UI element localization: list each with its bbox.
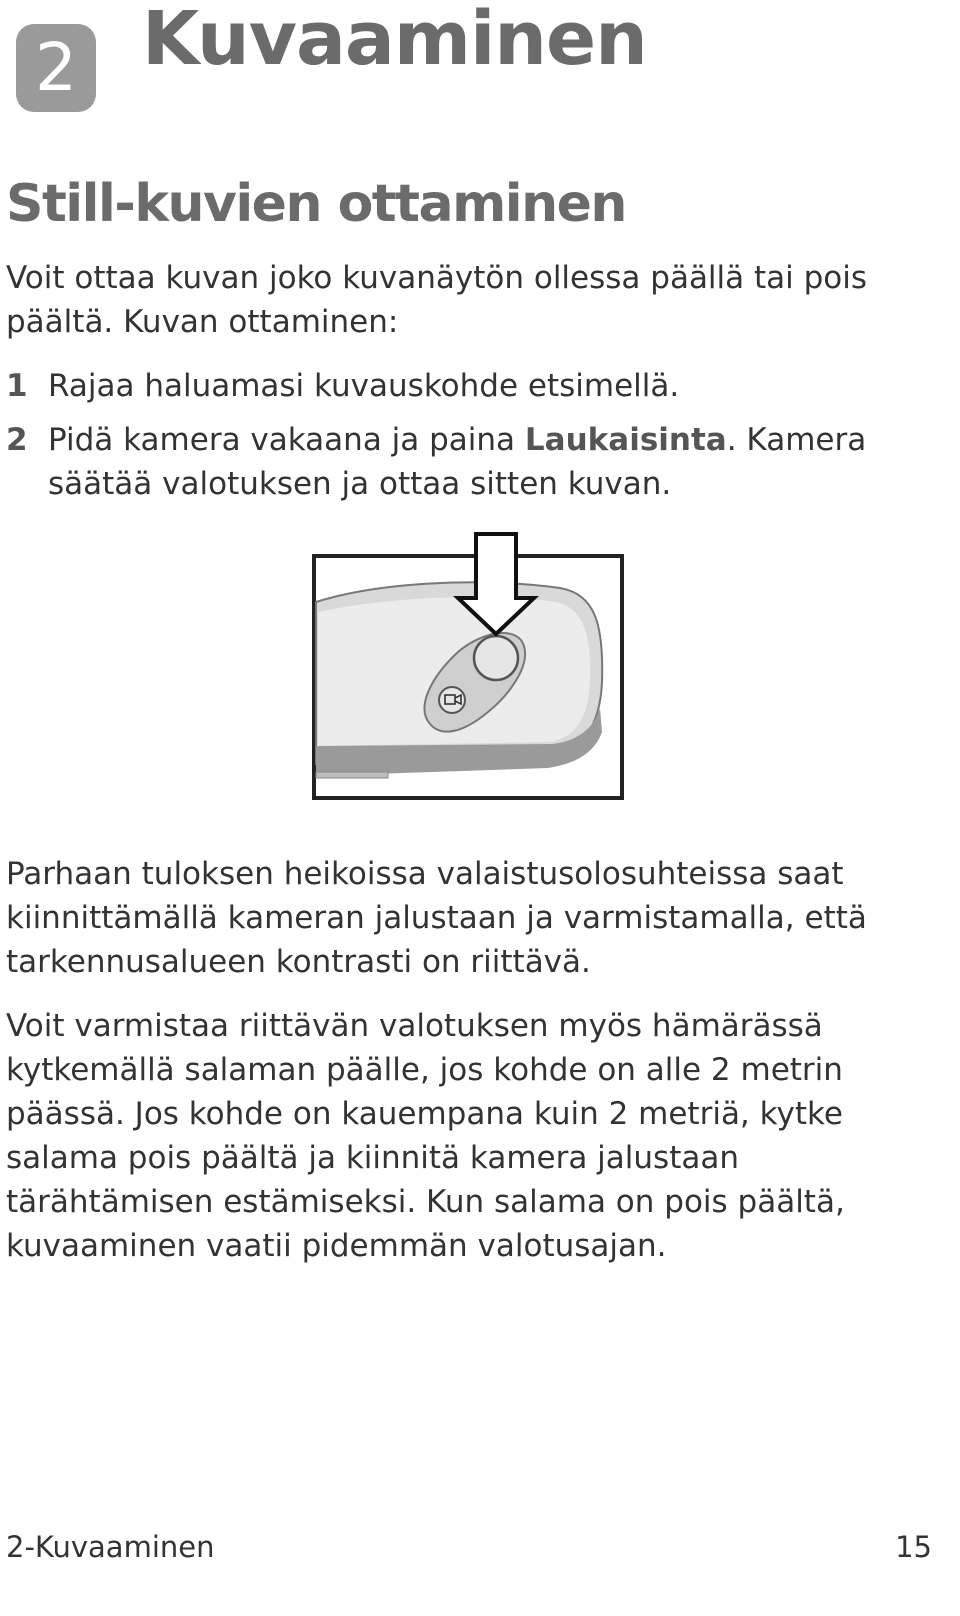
camera-shutter-illustration xyxy=(312,532,624,800)
steps-list xyxy=(6,364,936,506)
flash-paragraph: Voit varmistaa riittävän valotuksen myös hämärässä kytkemällä salaman päälle, jos kohde on alle 2 metrin päässä. Jos kohde on kauempana kuin 2 metriä, kytke salama pois päältä ja kiinnitä kamera jalustaan tärähtämisen estämiseksi. Kun salama on pois päältä, kuvaaminen vaatii pidemmän valotusajan. xyxy=(6,1008,845,1264)
step-text-after: . Kamera säätää valotuksen ja ottaa sitten kuvan. xyxy=(48,422,867,502)
low-light-paragraph: Parhaan tuloksen heikoissa valaistusolosuhteissa saat kiinnittämällä kameran jalustaan ja varmistamalla, että tarkennusalueen kontrasti on riittävä. xyxy=(6,856,867,980)
page-number: 15 xyxy=(895,1530,932,1564)
shutter-button xyxy=(474,636,518,680)
camera-trim xyxy=(316,772,388,778)
step-text-before: Pidä kamera vakaana ja paina xyxy=(48,422,525,458)
step-number: 2 xyxy=(6,422,28,458)
step-text xyxy=(48,418,936,506)
chapter-title: Kuvaaminen xyxy=(142,0,647,82)
step-item xyxy=(6,364,936,408)
shutter-button-term: Laukaisinta xyxy=(524,422,727,458)
chapter-number: 2 xyxy=(35,29,77,106)
step-item xyxy=(6,418,936,506)
step-number: 1 xyxy=(6,368,28,404)
footer-section-label: 2-Kuvaaminen xyxy=(6,1530,215,1564)
intro-paragraph: Voit ottaa kuvan joko kuvanäytön ollessa päällä tai pois päältä. Kuvan ottaminen: xyxy=(6,260,868,340)
step-text: Rajaa haluamasi kuvauskohde etsimellä. xyxy=(48,368,680,404)
chapter-number-badge xyxy=(16,24,96,112)
section-title: Still-kuvien ottaminen xyxy=(6,174,626,234)
